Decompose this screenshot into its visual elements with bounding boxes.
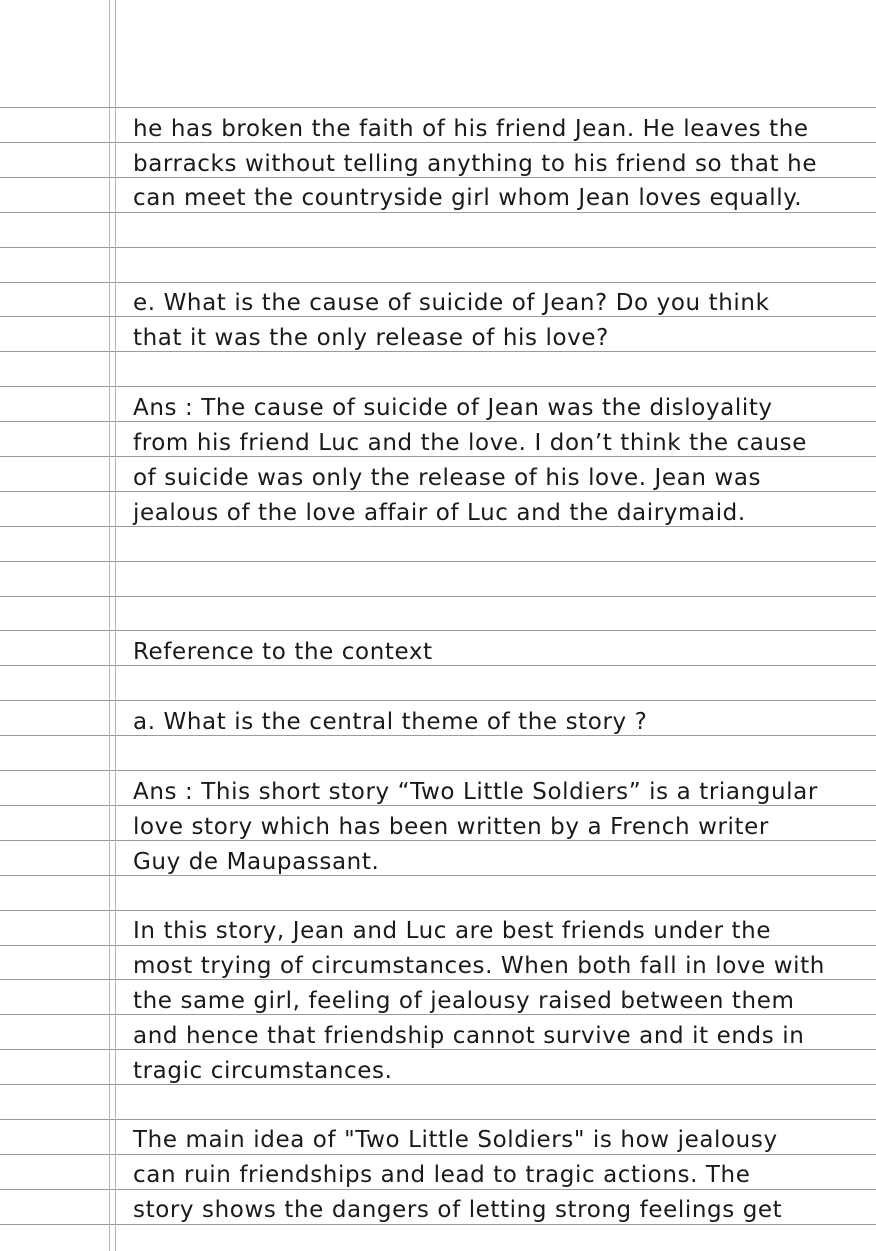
rule-line <box>0 282 876 283</box>
rule-line <box>0 770 876 771</box>
margin-line-left <box>109 0 110 1251</box>
text-line: In this story, Jean and Luc are best friends under the <box>133 918 772 944</box>
text-line: most trying of circumstances. When both fall in love with <box>133 953 825 979</box>
text-line: that it was the only release of his love? <box>133 325 609 351</box>
rule-line <box>0 630 876 631</box>
text-line: from his friend Luc and the love. I don’t think the cause <box>133 430 807 456</box>
rule-line <box>0 700 876 701</box>
rule-line <box>0 561 876 562</box>
text-line: Guy de Maupassant. <box>133 849 380 875</box>
text-line: can ruin friendships and lead to tragic actions. The <box>133 1162 751 1188</box>
text-line: love story which has been written by a French writer <box>133 814 769 840</box>
text-line: of suicide was only the release of his love. Jean was <box>133 465 762 491</box>
text-line: barracks without telling anything to his friend so that he <box>133 151 818 177</box>
rule-line <box>0 875 876 876</box>
text-line: he has broken the faith of his friend Jean. He leaves the <box>133 116 809 142</box>
text-line: The main idea of "Two Little Soldiers" is how jealousy <box>133 1127 778 1153</box>
question-a: a. What is the central theme of the story ? <box>133 709 648 735</box>
text-line: tragic circumstances. <box>133 1058 393 1084</box>
question-e: e. What is the cause of suicide of Jean? Do you think <box>133 290 770 316</box>
text-line: jealous of the love affair of Luc and the dairymaid. <box>133 500 746 526</box>
text-line: story shows the dangers of letting strong feelings get <box>133 1197 783 1223</box>
rule-line <box>0 386 876 387</box>
rule-line <box>0 596 876 597</box>
rule-line <box>0 107 876 108</box>
rule-line <box>0 247 876 248</box>
answer-e: Ans : The cause of suicide of Jean was the disloyality <box>133 395 773 421</box>
margin-line-right <box>115 0 116 1251</box>
rule-line <box>0 1119 876 1120</box>
section-heading: Reference to the context <box>133 639 433 665</box>
text-line: the same girl, feeling of jealousy raised between them <box>133 988 795 1014</box>
text-line: can meet the countryside girl whom Jean loves equally. <box>133 185 803 211</box>
rule-line <box>0 665 876 666</box>
answer-a: Ans : This short story “Two Little Soldiers” is a triangular <box>133 779 818 805</box>
rule-line <box>0 910 876 911</box>
rule-line <box>0 1084 876 1085</box>
text-line: and hence that friendship cannot survive and it ends in <box>133 1023 805 1049</box>
